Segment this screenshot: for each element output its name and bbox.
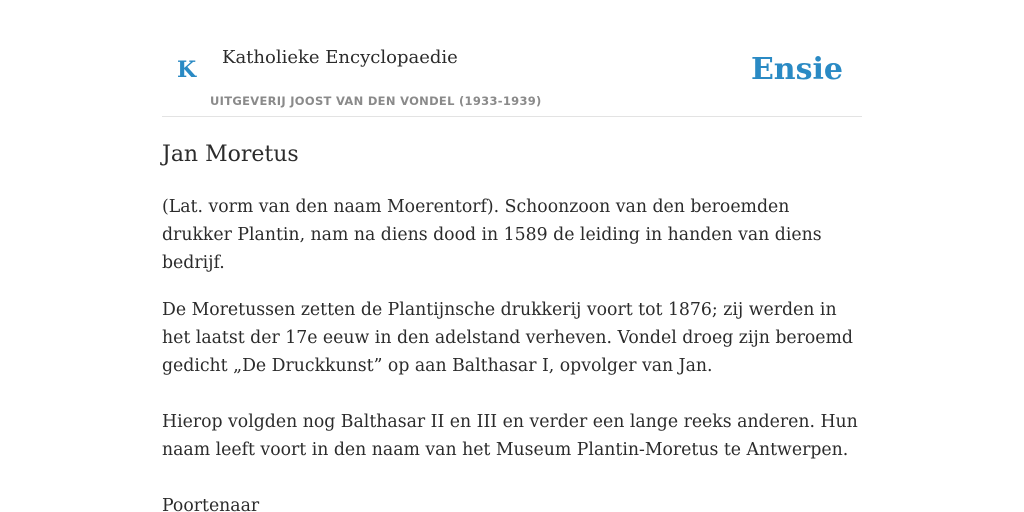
article-author: Poortenaar bbox=[162, 496, 260, 512]
article-paragraph: (Lat. vorm van den naam Moerentorf). Schoonzoon van den beroemden drukker Plantin, nam na diens dood in 1589 de leiding in handen van diens bedrijf. bbox=[162, 197, 822, 273]
publisher-label: UITGEVERIJ JOOST VAN DEN VONDEL (1933-1939) bbox=[210, 94, 542, 108]
article bbox=[162, 140, 862, 512]
site-header bbox=[162, 0, 862, 117]
publication-title[interactable]: Katholieke Encyclopaedie bbox=[222, 47, 458, 68]
ensie-brand-link[interactable]: Ensie bbox=[750, 52, 843, 87]
article-title: Jan Moretus bbox=[162, 142, 299, 167]
article-paragraph: De Moretussen zetten de Plantijnsche drukkerij voort tot 1876; zij werden in het laatst der 17e eeuw in den adelstand verheven. Vondel droeg zijn beroemd gedicht „De Druckkunst” op aan Balthasar I, opvolger van Jan. bbox=[162, 300, 853, 376]
article-paragraph: Hierop volgden nog Balthasar II en III en verder een lange reeks anderen. Hun naam leeft voort in den naam van het Museum Plantin-Moretus te Antwerpen. bbox=[162, 412, 858, 460]
encyclopedia-logo-icon[interactable]: K bbox=[177, 57, 197, 83]
